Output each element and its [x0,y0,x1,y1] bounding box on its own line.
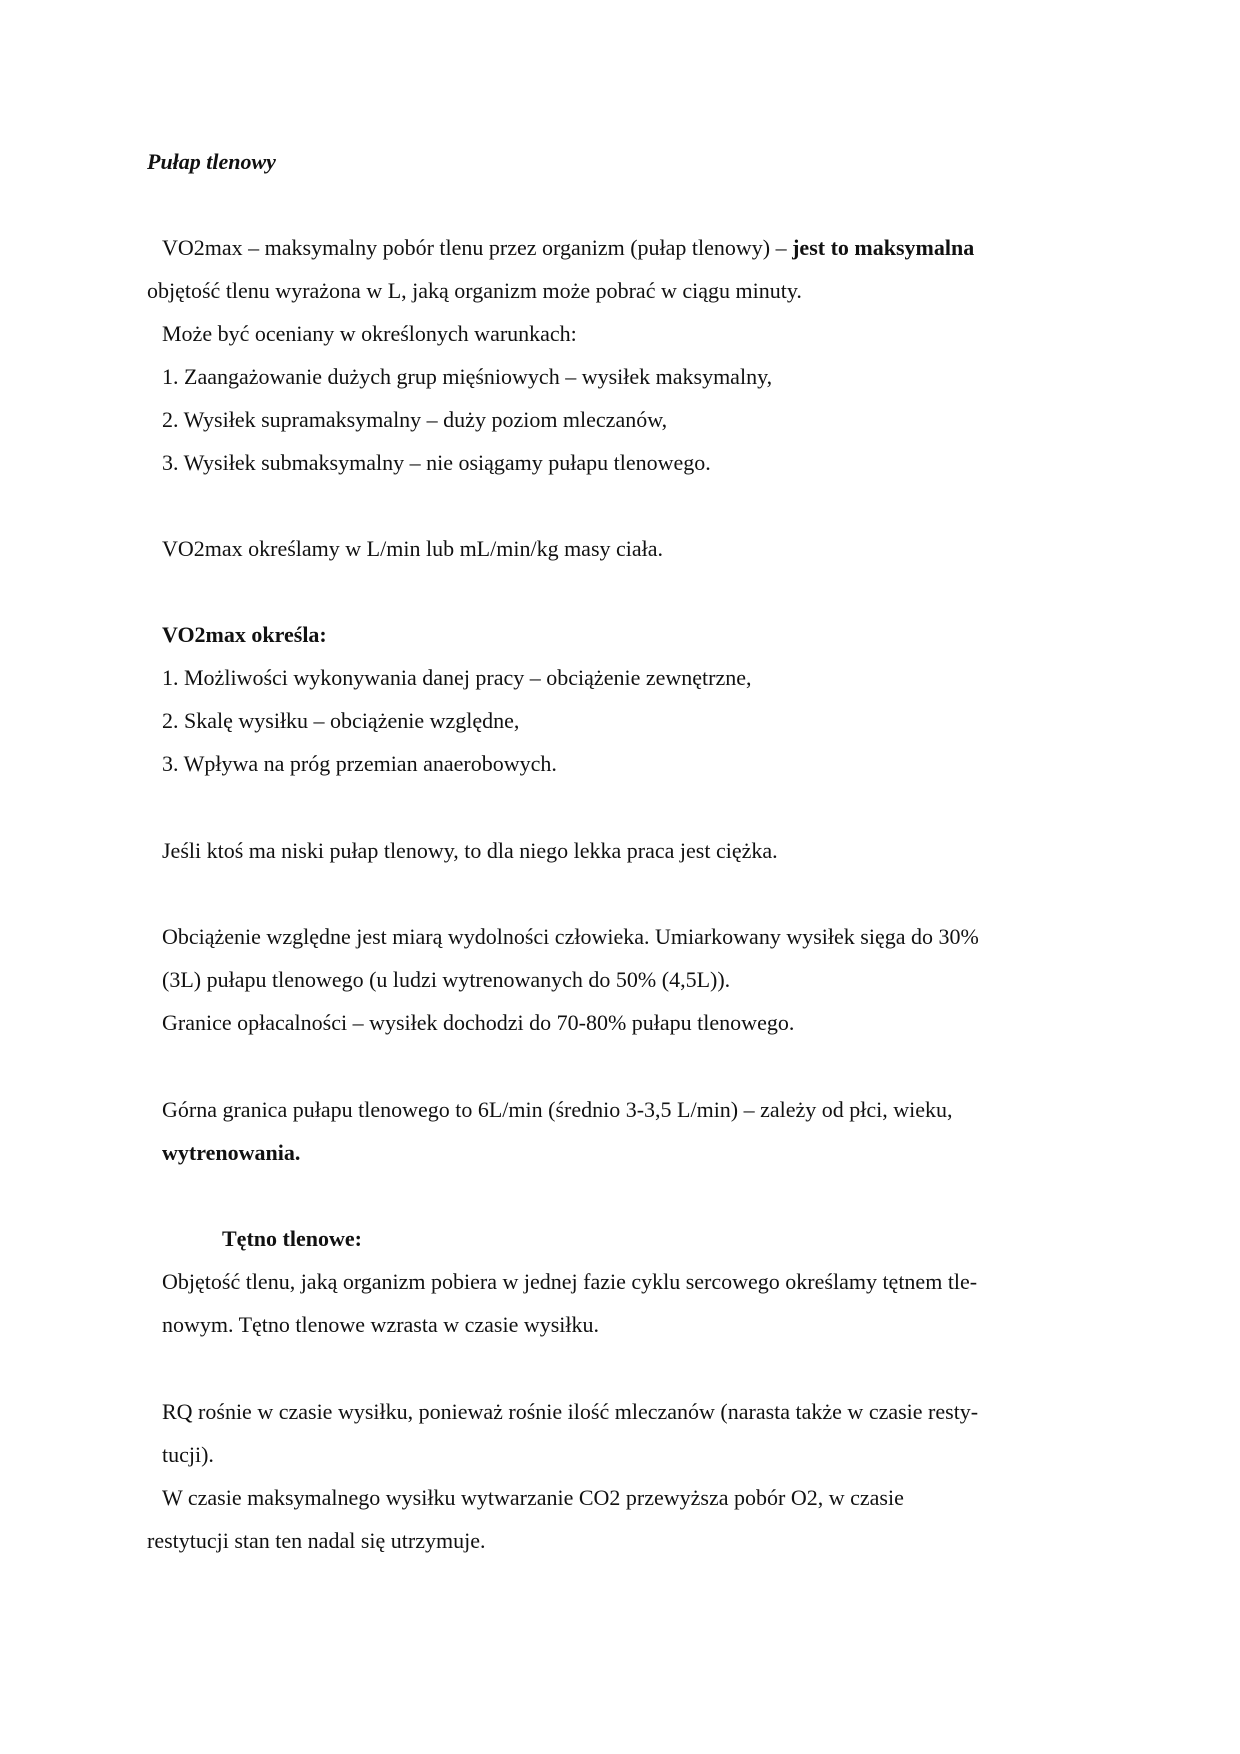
relative-load-line: (3L) pułapu tlenowego (u ludzi wytrenowanych do 50% (4,5L)). [162,967,731,992]
determines-item: 2. Skalę wysiłku – obciążenie względne, [162,708,520,733]
condition-item: 3. Wysiłek submaksymalny – nie osiągamy pułapu tlenowego. [162,450,711,475]
pulse-text-line: Objętość tlenu, jaką organizm pobiera w jednej fazie cyklu sercowego określamy tętnem tle- [162,1269,978,1294]
co2-text-line: restytucji stan ten nadal się utrzymuje. [147,1528,486,1553]
upper-limit-line: wytrenowania. [162,1140,301,1165]
units-line: VO2max określamy w L/min lub mL/min/kg masy ciała. [162,536,664,561]
definition-emphasis: jest to maksymalna [792,235,975,260]
condition-item: 2. Wysiłek supramaksymalny – duży poziom mleczanów, [162,407,668,432]
rq-text-line: RQ rośnie w czasie wysiłku, ponieważ rośnie ilość mleczanów (narasta także w czasie resty- [162,1399,979,1424]
definition-text: VO2max – maksymalny pobór tlenu przez organizm (pułap tlenowy) – [162,235,793,260]
pulse-heading: Tętno tlenowe: [222,1226,362,1251]
determines-item: 3. Wpływa na próg przemian anaerobowych. [162,751,557,776]
low-capacity-line: Jeśli ktoś ma niski pułap tlenowy, to dla niego lekka praca jest ciężka. [162,838,778,863]
definition-line-2: objętość tlenu wyrażona w L, jaką organizm może pobrać w ciągu minuty. [147,278,802,303]
relative-load-line: Obciążenie względne jest miarą wydolności człowieka. Umiarkowany wysiłek sięga do 30% [162,924,979,949]
pulse-text-line: nowym. Tętno tlenowe wzrasta w czasie wysiłku. [162,1312,600,1337]
determines-heading: VO2max określa: [162,622,327,647]
document-title: Pułap tlenowy [147,149,276,174]
conditions-intro: Może być oceniany w określonych warunkach: [162,321,577,346]
upper-limit-line: Górna granica pułapu tlenowego to 6L/min (średnio 3-3,5 L/min) – zależy od płci, wieku, [162,1097,953,1122]
co2-text-line: W czasie maksymalnego wysiłku wytwarzanie CO2 przewyższa pobór O2, w czasie [162,1485,904,1510]
relative-load-line: Granice opłacalności – wysiłek dochodzi do 70-80% pułapu tlenowego. [162,1010,795,1035]
condition-item: 1. Zaangażowanie dużych grup mięśniowych – wysiłek maksymalny, [162,364,773,389]
determines-item: 1. Możliwości wykonywania danej pracy – obciążenie zewnętrzne, [162,665,752,690]
rq-text-line: tucji). [162,1442,214,1467]
definition-line-1 [162,233,974,263]
